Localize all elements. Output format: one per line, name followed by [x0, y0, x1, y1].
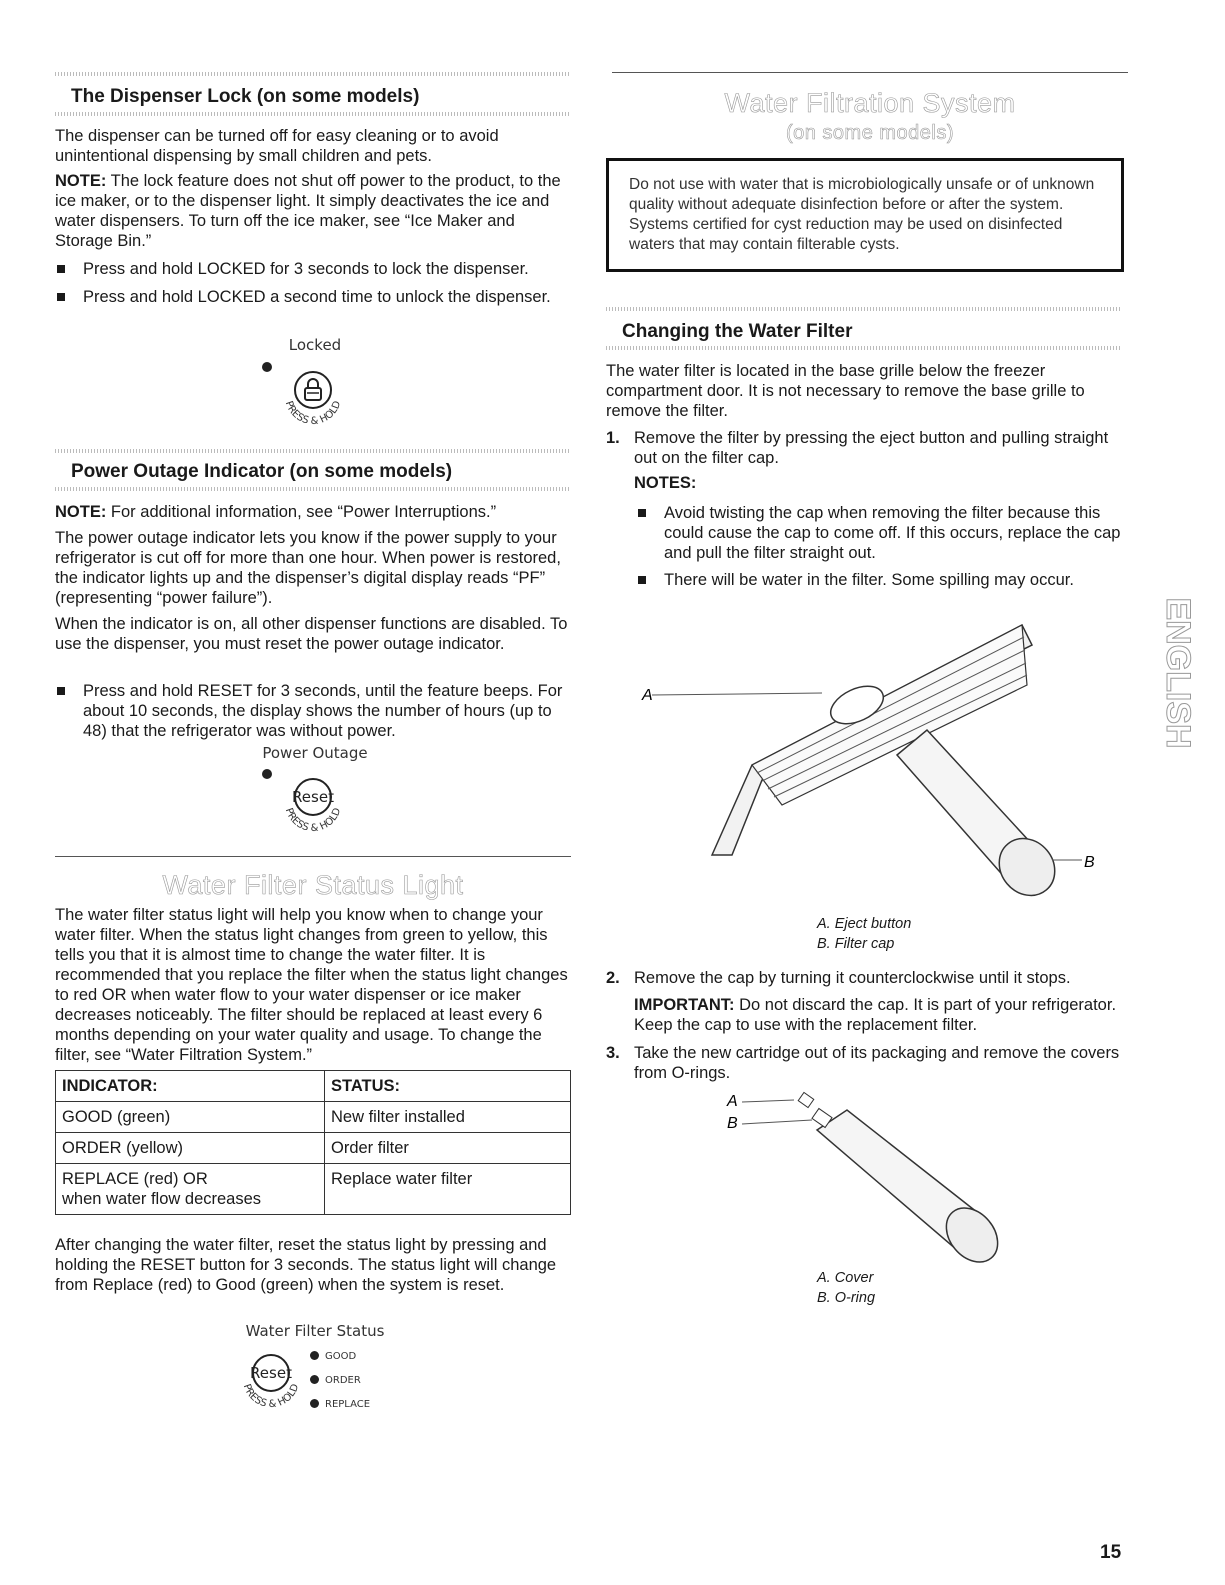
step-1: 1. Remove the filter by pressing the eject button and pulling straight out on the filter cap.	[606, 429, 1109, 467]
svg-text:Reset: Reset	[292, 788, 334, 806]
power-outage-description: The power outage indicator lets you know if the power supply to your refrigerator is cut off for more than one hour. When power is restored, the indicator lights up and the dispenser’s digital display reads “PF” (representing “power failure”).	[55, 529, 561, 607]
svg-text:Reset: Reset	[250, 1364, 292, 1382]
figure-caption: A. Cover B. O-ring	[817, 1270, 876, 1306]
table-cell: ORDER (yellow)	[56, 1133, 325, 1164]
section-divider	[55, 449, 571, 453]
section-divider	[55, 112, 571, 116]
water-filter-status-label: Water Filter Status	[245, 1322, 385, 1340]
reset-button-icon[interactable]	[277, 769, 349, 839]
svg-text:B: B	[727, 1115, 738, 1132]
table-cell: Replace water filter	[325, 1164, 571, 1215]
list-item: Press and hold LOCKED a second time to unlock the dispenser.	[55, 287, 573, 307]
svg-text:A: A	[642, 687, 653, 704]
step-2: 2. Remove the cap by turning it counterclockwise until it stops.	[606, 969, 1071, 987]
status-light-description: The water filter status light will help you know when to change your water filter. When the status light changes from green to yellow, this tells you that it is almost time to change the water filter. It is recommended that you replace the filter when the status light changes to red OR when water flow to your water dispenser or ice maker decreases noticeably. The filter should be replaced at least every 6 months depending on your water quality and usage. To change the filter, see “Water Filtration System.”	[55, 906, 568, 1064]
status-light-replace: REPLACE	[310, 1393, 370, 1417]
language-tab	[1155, 583, 1197, 763]
important-note: IMPORTANT: Do not discard the cap. It is part of your refrigerator. Keep the cap to use with the replacement filter.	[634, 996, 1117, 1034]
table-header: INDICATOR:	[56, 1071, 325, 1102]
status-light-good: GOOD	[310, 1345, 370, 1369]
table-cell: GOOD (green)	[56, 1102, 325, 1133]
water-filtration-title: Water Filtration System	[724, 88, 1016, 118]
figure-caption: A. Eject button B. Filter cap	[817, 916, 912, 952]
table-cell: Order filter	[325, 1133, 571, 1164]
indicator-light-icon	[262, 362, 272, 372]
power-outage-reset-info: When the indicator is on, all other dispenser functions are disabled. To use the dispenser, you must reset the power outage indicator.	[55, 615, 568, 653]
list-item: There will be water in the filter. Some spilling may occur.	[636, 570, 1154, 590]
table-cell: New filter installed	[325, 1102, 571, 1133]
table-header: STATUS:	[325, 1071, 571, 1102]
locked-label: Locked	[288, 336, 342, 354]
lock-button-icon[interactable]	[277, 362, 349, 432]
list-item: Press and hold RESET for 3 seconds, until the feature beeps. For about 10 seconds, the display shows the number of hours (up to 48) that the refrigerator was without power.	[55, 681, 573, 741]
power-outage-note: NOTE: For additional information, see “Power Interruptions.”	[55, 503, 497, 521]
svg-text:A: A	[727, 1093, 738, 1110]
table-cell: REPLACE (red) OR when water flow decreases	[56, 1164, 325, 1215]
new-cartridge-illustration	[722, 1090, 1022, 1260]
dispenser-lock-note: NOTE: The lock feature does not shut off power to the product, to the ice maker, or to the dispenser light. It simply deactivates the ice and water dispensers. To turn off the ice maker, see “Ice Maker and Storage Bin.”	[55, 172, 561, 250]
section-divider	[606, 307, 1122, 311]
table-row	[56, 1133, 571, 1164]
table-row	[56, 1164, 571, 1215]
water-filtration-subtitle: (on some models)	[785, 122, 955, 144]
svg-text:ENGLISH: ENGLISH	[1159, 597, 1197, 749]
indicator-table	[55, 1070, 571, 1215]
svg-text:PRESS & HOLD: PRESS & HOLD	[282, 806, 344, 835]
filter-removal-illustration	[642, 605, 1112, 905]
list-item: Press and hold LOCKED for 3 seconds to lock the dispenser.	[55, 259, 573, 279]
status-reset-button-icon[interactable]	[235, 1345, 307, 1415]
section-divider	[55, 487, 571, 491]
notes-label: NOTES:	[634, 474, 697, 492]
svg-text:PRESS & HOLD: PRESS & HOLD	[240, 1382, 302, 1411]
page-number: 15	[1100, 1542, 1122, 1563]
status-lights-legend	[310, 1345, 370, 1417]
table-row	[56, 1102, 571, 1133]
section-rule	[612, 72, 1128, 73]
dispenser-lock-intro: The dispenser can be turned off for easy cleaning or to avoid unintentional dispensing by small children and pets.	[55, 127, 499, 165]
indicator-light-icon	[262, 769, 272, 779]
section-divider	[55, 72, 571, 76]
svg-text:B: B	[1084, 854, 1095, 871]
section-divider	[606, 346, 1122, 350]
list-item: Avoid twisting the cap when removing the filter because this could cause the cap to come off. If this occurs, replace the cap and pull the filter straight out.	[636, 503, 1136, 563]
table-header-row	[56, 1071, 571, 1102]
section-rule	[55, 856, 571, 857]
power-outage-heading: Power Outage Indicator (on some models)	[71, 461, 453, 482]
status-reset-instructions: After changing the water filter, reset the status light by pressing and holding the RESET button for 3 seconds. The status light will change from Replace (red) to Good (green) when the system is reset.	[55, 1236, 557, 1294]
changing-filter-heading: Changing the Water Filter	[622, 321, 853, 342]
changing-filter-intro: The water filter is located in the base grille below the freezer compartment door. It is not necessary to remove the base grille to remove the filter.	[606, 362, 1085, 420]
dispenser-lock-heading: The Dispenser Lock (on some models)	[71, 86, 420, 107]
water-filter-status-title: Water Filter Status Light	[162, 870, 464, 900]
step-3: 3. Take the new cartridge out of its packaging and remove the covers from O-rings.	[606, 1044, 1120, 1082]
svg-text:PRESS & HOLD: PRESS & HOLD	[282, 399, 344, 428]
status-light-order: ORDER	[310, 1369, 370, 1393]
power-outage-label: Power Outage	[262, 744, 368, 762]
warning-box: Do not use with water that is microbiologically unsafe or of unknown quality without adequate disinfection before or after the system. Systems certified for cyst reduction may be used on disinfected waters that may contain filterable cysts.	[606, 158, 1124, 272]
